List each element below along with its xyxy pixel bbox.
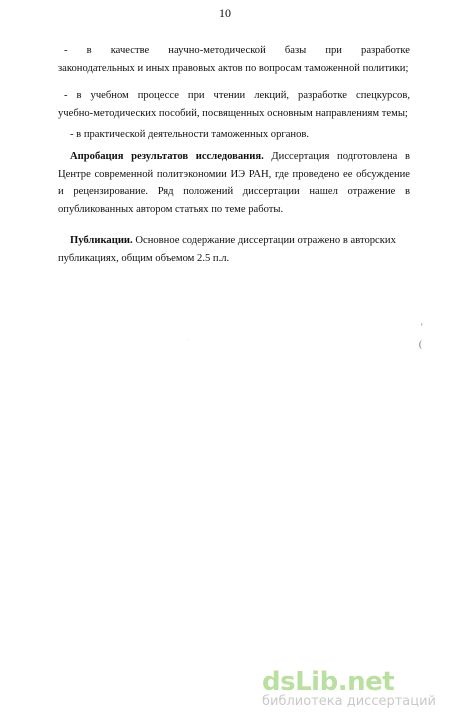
page-number: 10 <box>219 6 231 20</box>
publications-first-line <box>58 232 410 250</box>
list-item-line: - в учебном процессе при чтении лекций, разработке спецкурсов, <box>64 90 410 101</box>
scan-speck: ( <box>419 339 422 349</box>
publications-line: публикациях, общим объемом 2.5 п.л. <box>58 252 230 264</box>
list-item-line: законодательных и иных правовых актов по вопросам таможенной политики; <box>58 62 409 74</box>
approbation-heading: Апробация результатов исследования. <box>70 151 264 162</box>
publications-line1-rest: Основное содержание диссертации отражено в авторских <box>132 235 396 246</box>
approbation-paragraph <box>58 148 410 218</box>
scan-speck: ' <box>421 322 423 332</box>
approbation-line1-rest: Диссертация подготовлена в <box>263 151 410 162</box>
publications-paragraph <box>58 232 410 267</box>
publications-heading: Публикации. <box>70 235 133 246</box>
approbation-first-line <box>58 148 410 166</box>
watermark-subtitle: библиотека диссертаций <box>262 694 436 709</box>
list-item-line: - в практической деятельности таможенных органов. <box>70 129 310 140</box>
list-item-customs-practice <box>58 126 410 144</box>
approbation-line: Центре современной политэкономии ИЭ РАН, где проведено ее обсуждение <box>58 168 410 180</box>
list-item-line: учебно-методических пособий, посвященных основным направлениям темы; <box>58 107 408 119</box>
watermark <box>262 667 436 710</box>
scan-speck: . <box>187 337 189 342</box>
list-item-legislative-basis <box>58 42 410 77</box>
list-item-line: - в качестве научно-методической базы при разработке <box>64 45 410 56</box>
approbation-line: и рецензирование. Ряд положений диссертации нашел отражение в <box>58 186 410 197</box>
watermark-logo: dsLib.net <box>262 667 395 697</box>
list-item-educational-process <box>58 87 410 122</box>
approbation-line: опубликованных автором статьях по теме работы. <box>58 203 284 215</box>
